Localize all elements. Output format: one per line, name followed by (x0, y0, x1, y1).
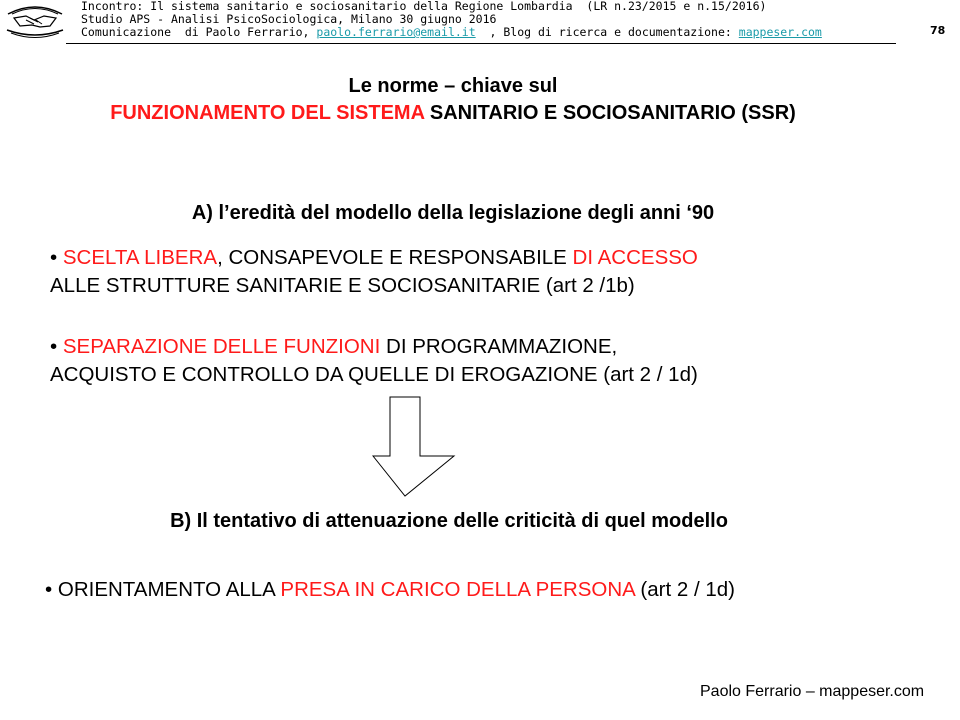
bullet-separazione-funzioni (50, 333, 698, 389)
slide-header (81, 0, 822, 39)
bullet-text: ORIENTAMENTO ALLA (57, 578, 281, 601)
section-b-heading: B) Il tentativo di attenuazione delle criticità di quel modello (170, 510, 728, 532)
title-red-part: FUNZIONAMENTO DEL SISTEMA (110, 102, 425, 124)
bullet-dot: • (45, 578, 58, 601)
email-link[interactable]: paolo.ferrario@email.it (316, 25, 476, 39)
bullet-red-text: DI ACCESSO (572, 246, 698, 269)
bullet-text: , CONSAPEVOLE E RESPONSABILE (217, 246, 573, 269)
site-link[interactable]: mappeser.com (738, 25, 822, 39)
page-number: 78 (930, 24, 946, 37)
header-line-3 (81, 25, 822, 39)
bullet-text-line-2: ACQUISTO E CONTROLLO DA QUELLE DI EROGAZIONE (art 2 / 1d) (50, 363, 698, 386)
slide-footer: Paolo Ferrario – mappeser.com (700, 683, 925, 700)
bullet-dot: • (50, 335, 63, 358)
bullet-text: (art 2 / 1d) (634, 578, 735, 601)
bullet-text-line-2: ALLE STRUTTURE SANITARIE E SOCIOSANITARIE (art 2 /1b) (50, 274, 635, 297)
header-divider (66, 43, 896, 44)
bullet-red-text: SEPARAZIONE DELLE FUNZIONI (62, 335, 381, 358)
bullet-presa-in-carico (45, 576, 735, 604)
down-arrow-icon (372, 396, 456, 498)
bullet-dot: • (50, 246, 63, 269)
bullet-scelta-libera (50, 244, 698, 300)
slide-title-line-2 (0, 102, 906, 125)
header-blog-label: , Blog di ricerca e documentazione: (475, 25, 739, 39)
handshake-logo-icon (4, 0, 66, 42)
bullet-text: DI PROGRAMMAZIONE, (380, 335, 618, 358)
header-author: Comunicazione di Paolo Ferrario, (81, 25, 317, 39)
title-black-part: SANITARIO E SOCIOSANITARIO (SSR) (424, 102, 796, 124)
header-line-2: Studio APS - Analisi PsicoSociologica, Milano 30 giugno 2016 (81, 12, 497, 26)
bullet-red-text: PRESA IN CARICO DELLA PERSONA (280, 578, 635, 601)
header-line-1: Incontro: Il sistema sanitario e sociosanitario della Regione Lombardia (LR n.23/2015 e n.15/2016) (81, 0, 767, 13)
section-a-heading: A) l’eredità del modello della legislazione degli anni ‘90 (191, 202, 715, 224)
bullet-red-text: SCELTA LIBERA (62, 246, 218, 269)
slide-title-line-1: Le norme – chiave sul (348, 75, 558, 97)
